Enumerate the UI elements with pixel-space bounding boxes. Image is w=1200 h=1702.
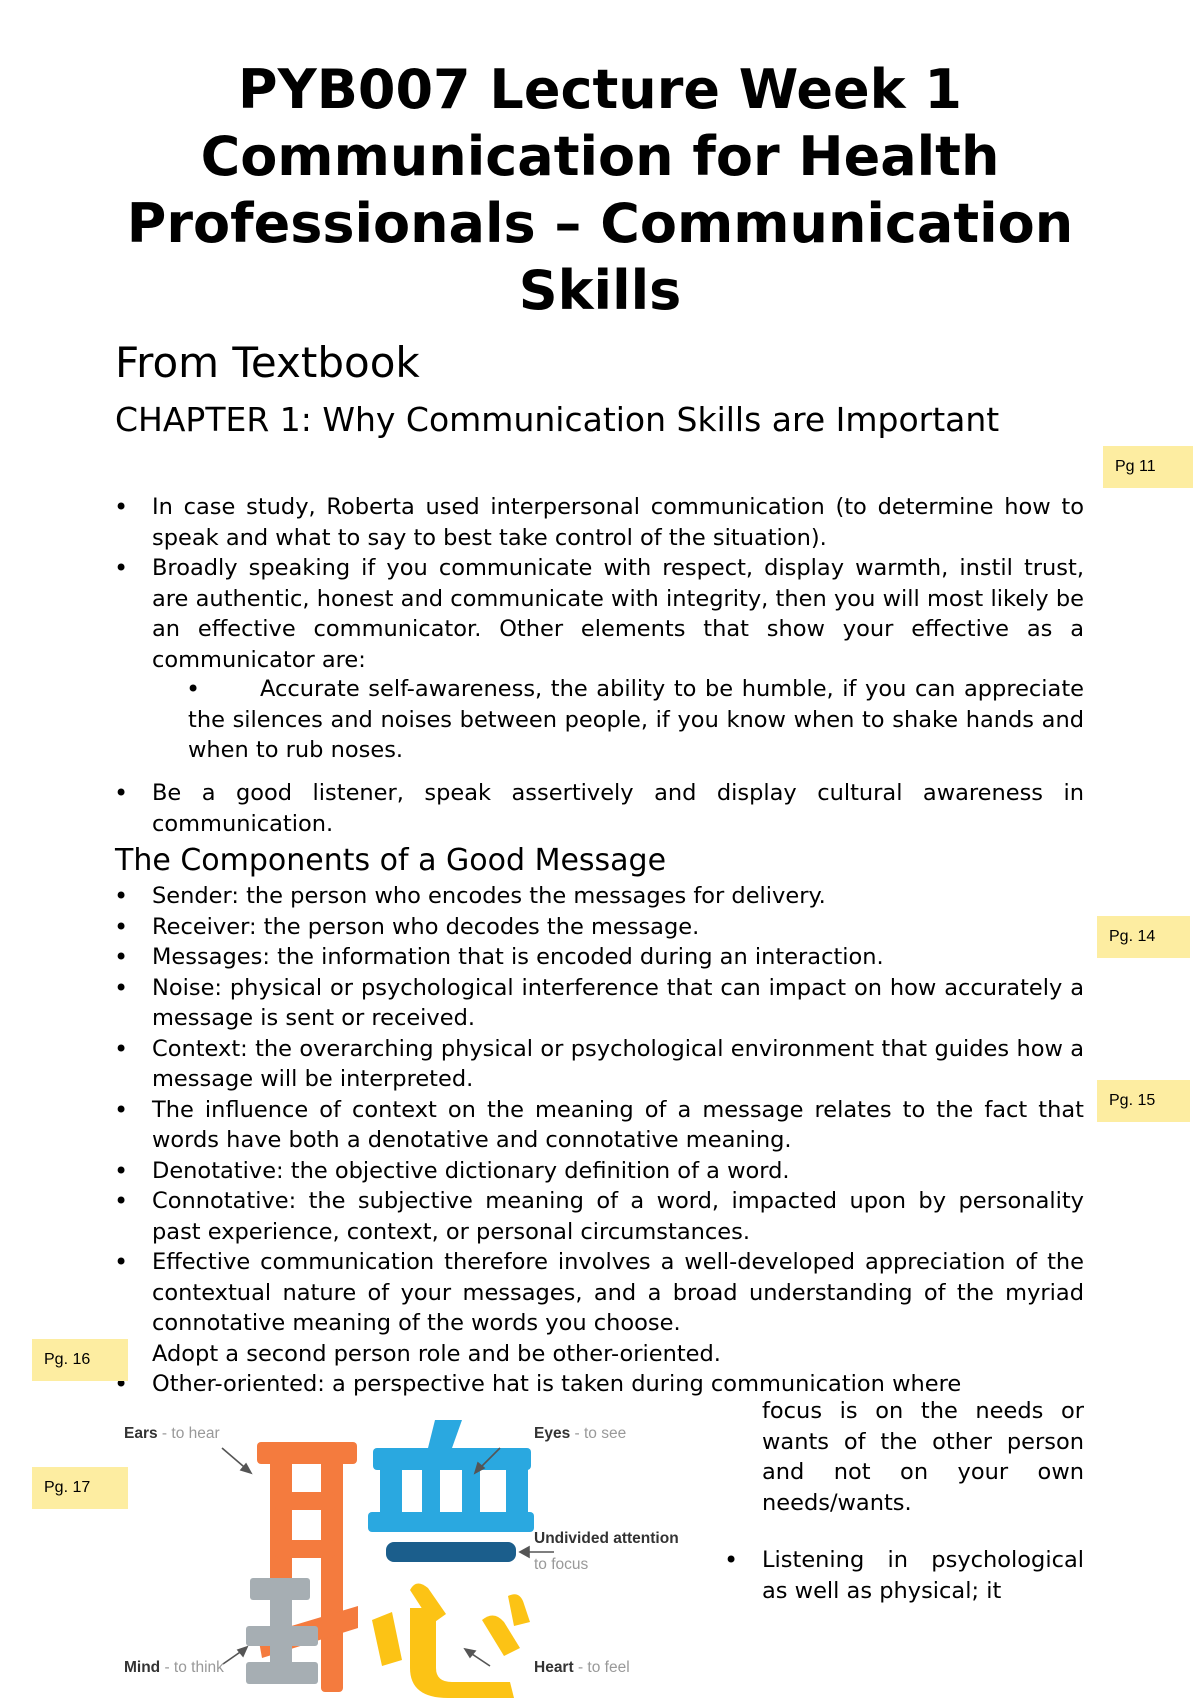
- figure-label-eyes-bold: Eyes: [534, 1425, 571, 1442]
- listen-character-illustration: [110, 1400, 690, 1698]
- figure-label-mind: [124, 1659, 224, 1677]
- list-item: • Broadly speaking if you communicate with respect, display warmth, instil trust, are authentic, honest and communicate with integrity, then you will most likely be an effective communicator. Other elements that show your effective as a communicator are:: [152, 553, 1084, 675]
- listening-bullet-list: [762, 1545, 1084, 1606]
- list-item: • Receiver: the person who decodes the message.: [152, 912, 1084, 943]
- figure-label-heart-bold: Heart: [534, 1659, 574, 1676]
- page-note-pg16: Pg. 16: [32, 1339, 128, 1381]
- list-item: • Noise: physical or psychological interference that can impact on how accurately a message is sent or received.: [152, 973, 1084, 1034]
- list-item: • Be a good listener, speak assertively and display cultural awareness in communication.: [152, 778, 1084, 839]
- list-item: • Messages: the information that is encoded during an interaction.: [152, 942, 1084, 973]
- chapter-last-bullet-list: [152, 778, 1084, 839]
- list-item: • Sender: the person who encodes the messages for delivery.: [152, 881, 1084, 912]
- list-item: • In case study, Roberta used interpersonal communication (to determine how to speak and what to say to best take control of the situation).: [152, 492, 1084, 553]
- list-item: • The influence of context on the meaning of a message relates to the fact that words have both a denotative and connotative meaning.: [152, 1095, 1084, 1156]
- figure-label-ears-desc: - to hear: [157, 1425, 220, 1442]
- figure-label-ears: [124, 1425, 220, 1443]
- components-bullet-list: [152, 881, 1084, 1400]
- list-item: • Listening in psychological as well as physical; it: [762, 1545, 1084, 1606]
- document-title: PYB007 Lecture Week 1 Communication for Health Professionals – Communication Skills: [126, 58, 1074, 322]
- listen-character-figure: [110, 1400, 690, 1698]
- page-note-pg11: Pg 11: [1103, 446, 1193, 488]
- list-item: • Connotative: the subjective meaning of a word, impacted upon by personality past experience, context, or personal circumstances.: [152, 1186, 1084, 1247]
- list-item: • Adopt a second person role and be other-oriented.: [152, 1339, 1084, 1370]
- chapter-sub-bullet-list: [188, 674, 1084, 766]
- figure-label-mind-desc: - to think: [160, 1659, 224, 1676]
- chapter-heading: CHAPTER 1: Why Communication Skills are Important: [115, 400, 1000, 439]
- figure-label-heart-desc: - to feel: [573, 1659, 630, 1676]
- list-item: • Context: the overarching physical or psychological environment that guides how a message will be interpreted.: [152, 1034, 1084, 1095]
- section-heading-from-textbook: From Textbook: [115, 338, 420, 387]
- figure-label-eyes-desc: - to see: [570, 1425, 627, 1442]
- figure-label-attention-bold: Undivided attention: [534, 1530, 679, 1547]
- list-item: • Other-oriented: a perspective hat is taken during communication where: [152, 1369, 1084, 1400]
- figure-label-heart: [534, 1659, 630, 1677]
- mind-radical: [246, 1578, 318, 1684]
- attention-bar: [386, 1542, 516, 1562]
- list-item: • Denotative: the objective dictionary definition of a word.: [152, 1156, 1084, 1187]
- other-oriented-continuation: focus is on the needs or wants of the other person and not on your own needs/wants.: [762, 1398, 1084, 1516]
- eye-radical: [368, 1420, 534, 1532]
- page-note-pg14: Pg. 14: [1097, 916, 1190, 958]
- heart-radical: [372, 1583, 530, 1698]
- page-note-pg15: Pg. 15: [1097, 1080, 1190, 1122]
- page-note-pg17: Pg. 17: [32, 1467, 128, 1509]
- list-item: • Effective communication therefore involves a well-developed appreciation of the contextual nature of your messages, and a broad understanding of the myriad connotative meaning of the words you choose.: [152, 1247, 1084, 1339]
- figure-label-ears-bold: Ears: [124, 1425, 158, 1442]
- components-heading: The Components of a Good Message: [115, 843, 667, 878]
- chapter-bullet-list: [152, 492, 1084, 675]
- figure-label-eyes: [534, 1425, 626, 1443]
- figure-label-attention-desc: to focus: [534, 1556, 589, 1573]
- list-item: • Accurate self-awareness, the ability to be humble, if you can appreciate the silences and noises between people, if you know when to shake hands and when to rub noses.: [188, 674, 1084, 766]
- figure-label-mind-bold: Mind: [124, 1659, 161, 1676]
- figure-label-attention: [534, 1530, 679, 1548]
